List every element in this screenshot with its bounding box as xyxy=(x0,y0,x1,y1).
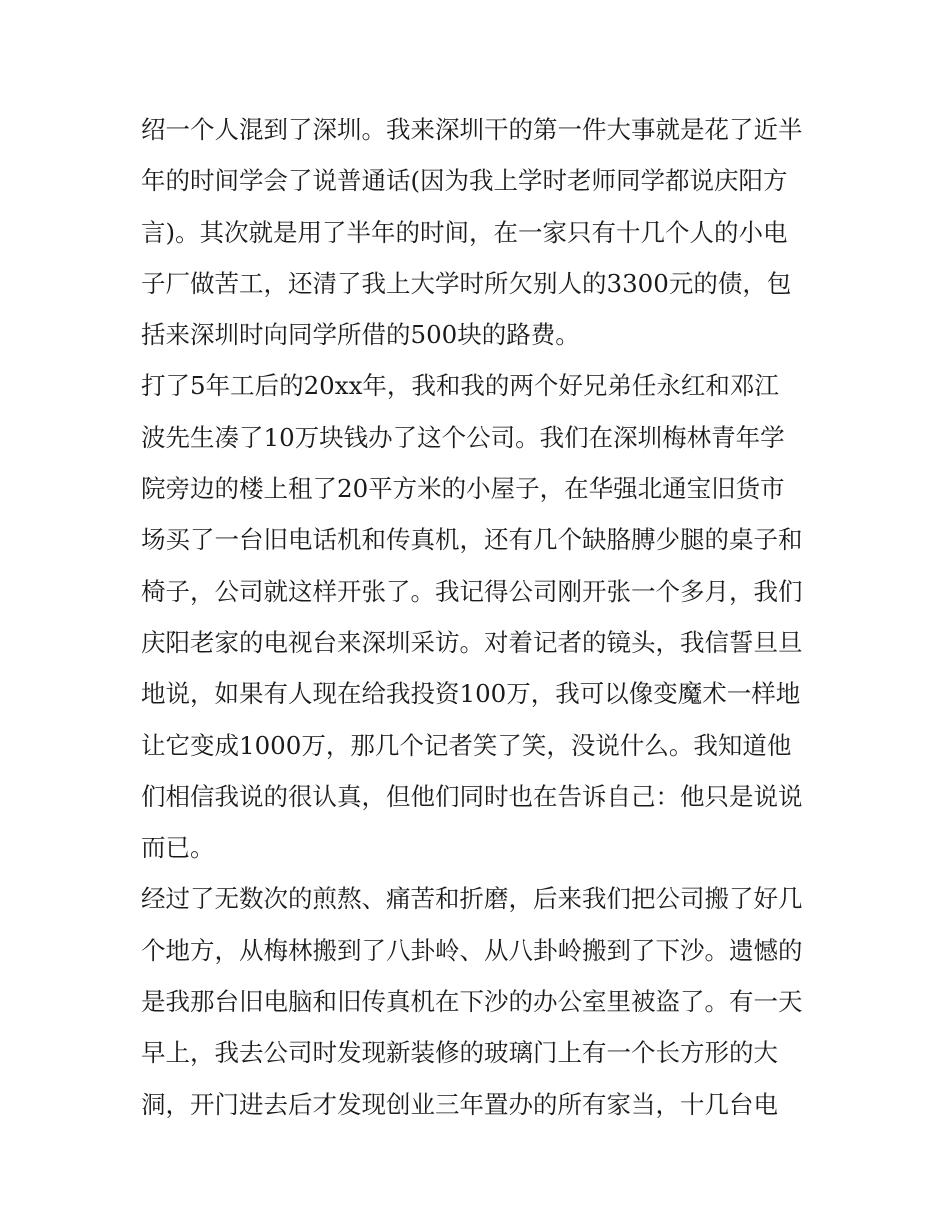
paragraph-1 xyxy=(141,104,821,360)
text-line: 洞，开门进去后才发现创业三年置办的所有家当，十几台电 xyxy=(141,1089,778,1119)
text-line: 言)。其次就是用了半年的时间，在一家只有十几个人的小电 xyxy=(141,217,788,247)
text-line: 院旁边的楼上租了20平方米的小屋子，在华强北通宝旧货市 xyxy=(141,474,785,504)
text-line: 波先生凑了10万块钱办了这个公司。我们在深圳梅林青年学 xyxy=(141,422,785,452)
text-line: 子厂做苦工，还清了我上大学时所欠别人的3300元的债，包 xyxy=(141,268,792,298)
document-body xyxy=(141,104,821,1130)
text-line: 个地方，从梅林搬到了八卦岭、从八卦岭搬到了下沙。遗憾的 xyxy=(141,935,803,965)
text-line: 们相信我说的很认真，但他们同时也在告诉自己：他只是说说 xyxy=(141,781,803,811)
text-line: 是我那台旧电脑和旧传真机在下沙的办公室里被盗了。有一天 xyxy=(141,987,803,1017)
text-line: 经过了无数次的煎熬、痛苦和折磨，后来我们把公司搬了好几 xyxy=(141,884,803,914)
text-line: 让它变成1000万，那几个记者笑了笑，没说什么。我知道他 xyxy=(141,730,792,760)
text-line: 地说，如果有人现在给我投资100万，我可以像变魔术一样地 xyxy=(141,679,801,709)
text-line: 绍一个人混到了深圳。我来深圳干的第一件大事就是花了近半 xyxy=(141,115,803,144)
text-line: 年的时间学会了说普通话(因为我上学时老师同学都说庆阳方 xyxy=(141,166,788,196)
text-line: 而已。 xyxy=(141,833,215,863)
text-line: 打了5年工后的20xx年，我和我的两个好兄弟任永红和邓江 xyxy=(141,371,779,401)
text-line: 括来深圳时向同学所借的500块的路费。 xyxy=(141,320,580,350)
text-line: 庆阳老家的电视台来深圳采访。对着记者的镜头，我信誓旦旦 xyxy=(141,627,803,657)
paragraph-3 xyxy=(141,873,821,1129)
text-line: 场买了一台旧电话机和传真机，还有几个缺胳膊少腿的桌子和 xyxy=(141,525,803,555)
paragraph-2 xyxy=(141,360,821,873)
text-line: 早上，我去公司时发现新装修的玻璃门上有一个长方形的大 xyxy=(141,1038,778,1068)
text-line: 椅子，公司就这样开张了。我记得公司刚开张一个多月，我们 xyxy=(141,576,803,606)
